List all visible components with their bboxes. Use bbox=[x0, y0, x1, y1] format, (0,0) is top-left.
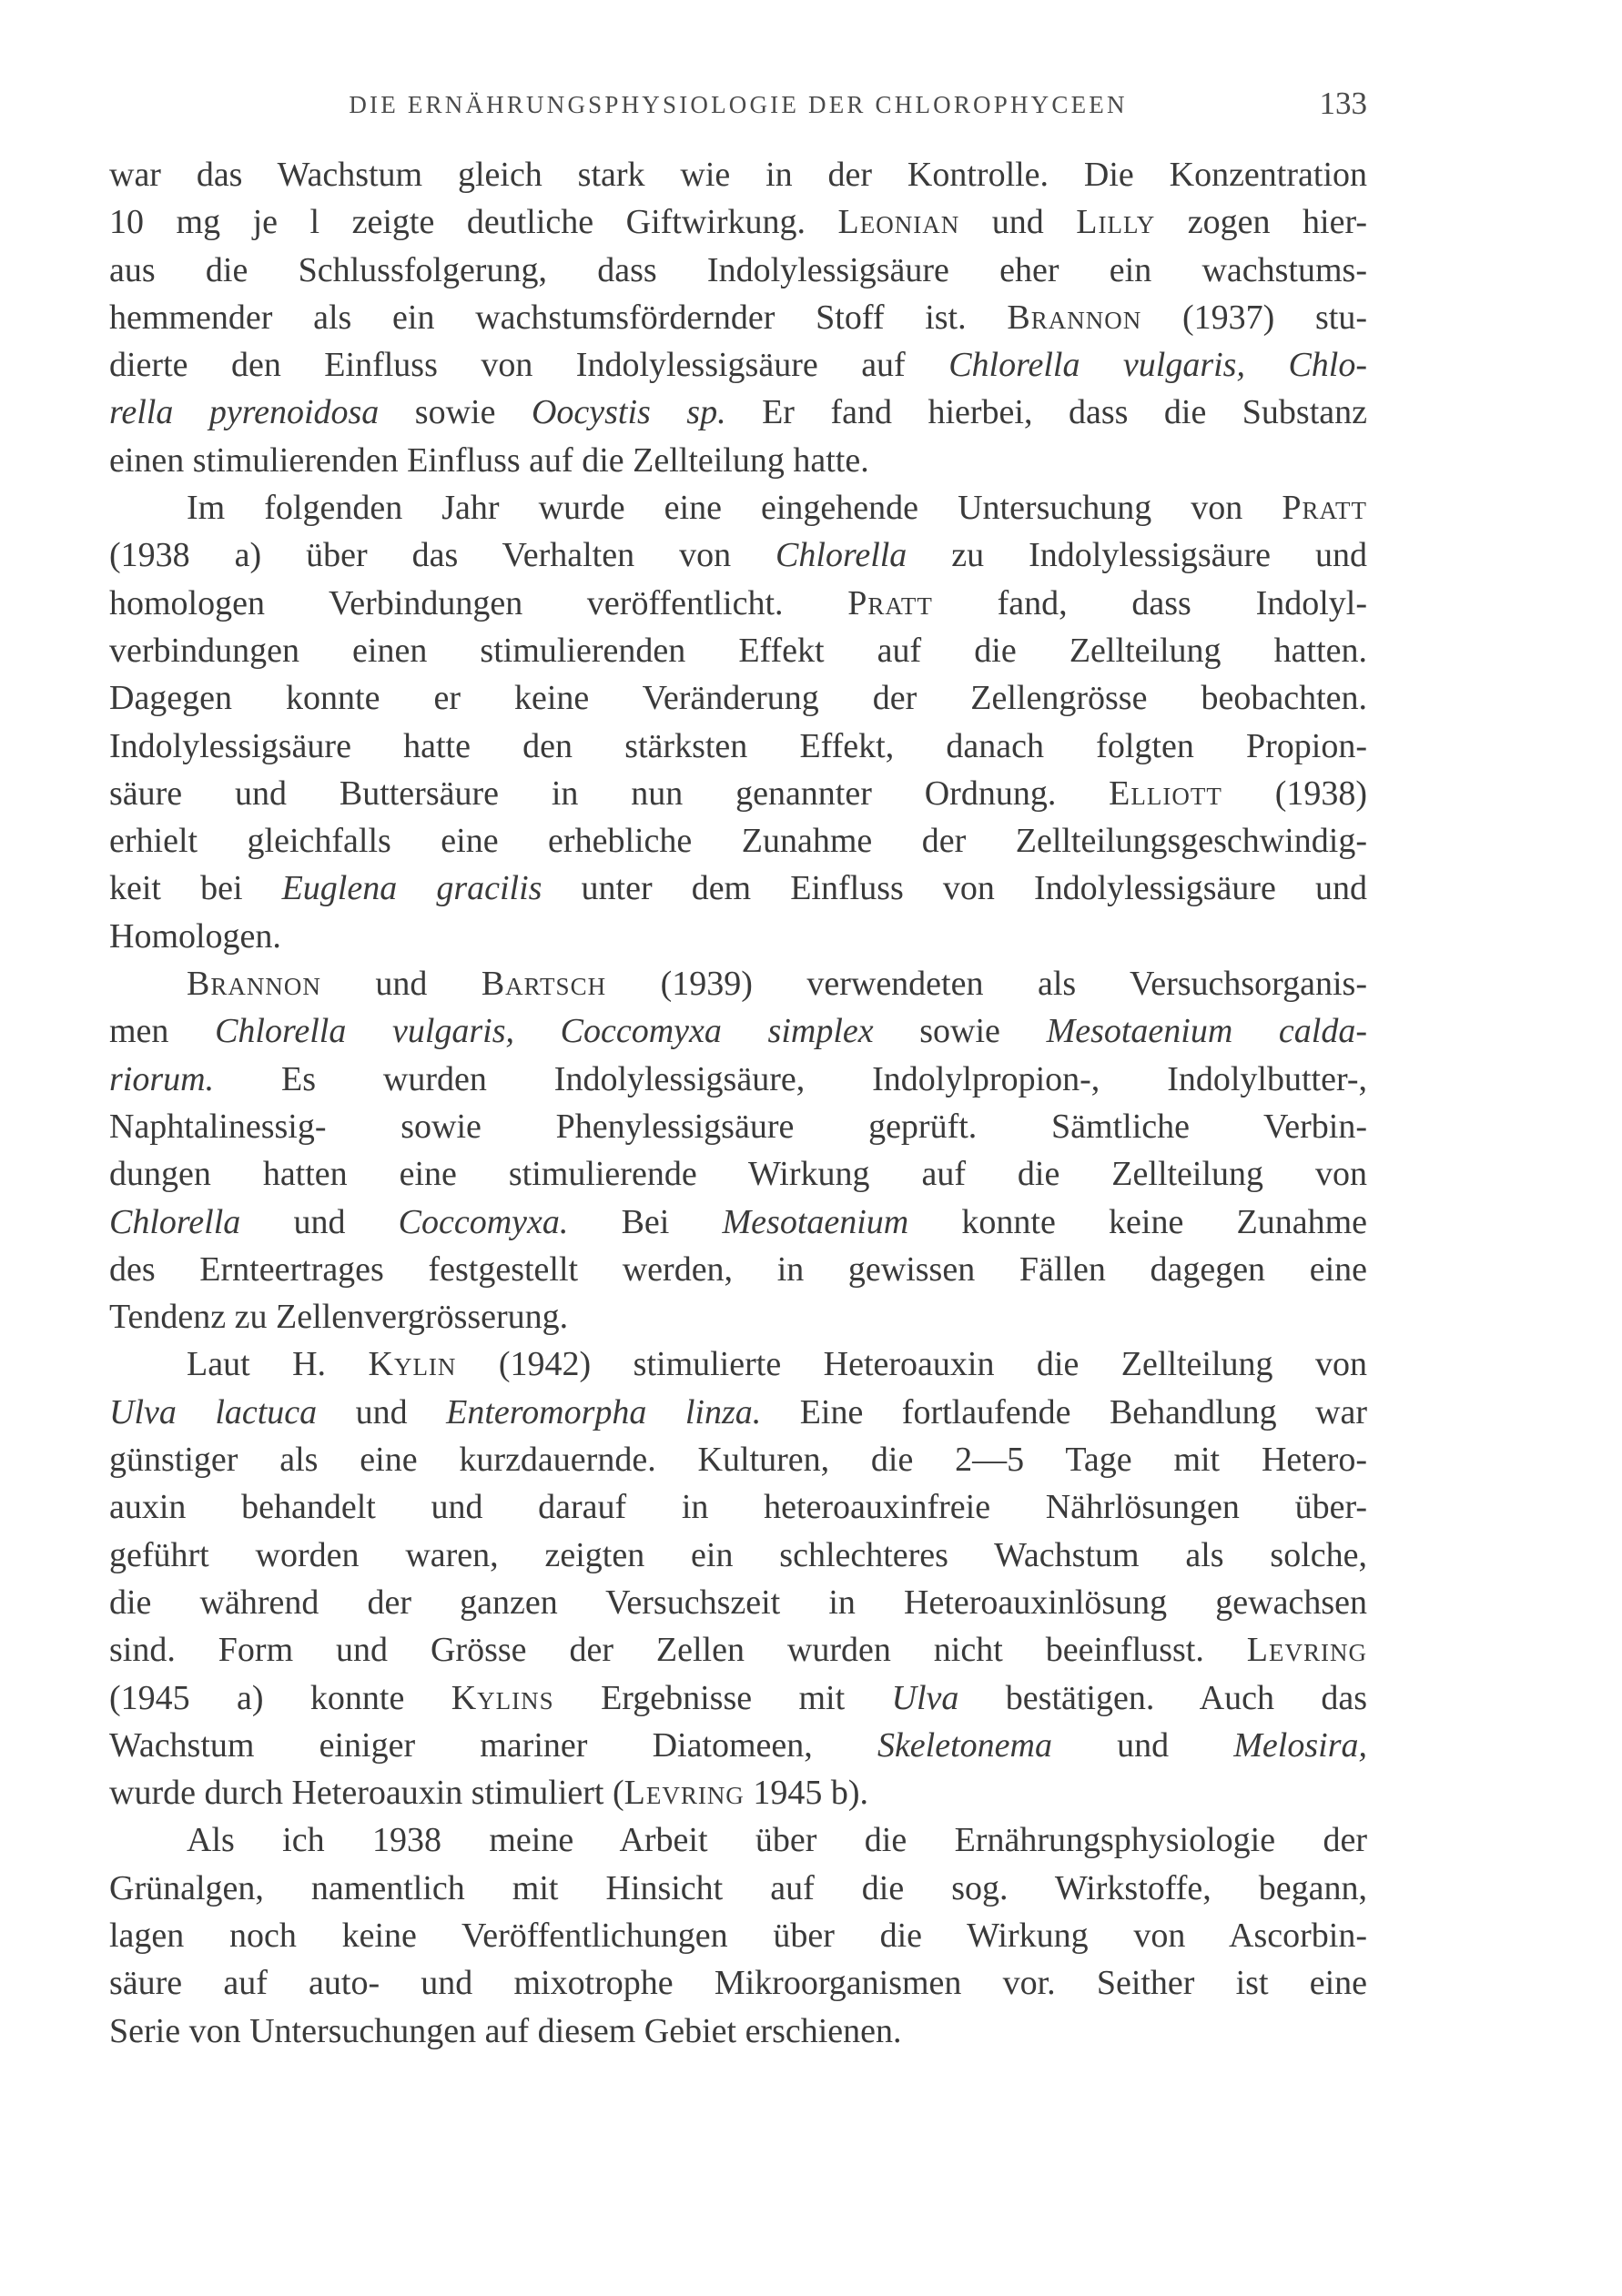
text-run: Als ich 1938 meine Arbeit über die Ernährungsphysiologie der bbox=[187, 1821, 1367, 1860]
text-run: geführt worden waren, zeigten ein schlechteres Wachstum als solche, bbox=[109, 1535, 1367, 1574]
text-run: keit bei bbox=[109, 869, 282, 908]
paragraph bbox=[109, 960, 1367, 1340]
text-run: dierte den Einfluss von Indolylessigsäure auf bbox=[109, 346, 949, 385]
text-line bbox=[109, 1293, 1367, 1340]
text-run: verbindungen einen stimulierenden Effekt auf die Zellteilung hatten. bbox=[109, 631, 1367, 670]
author-name: Kylins bbox=[451, 1678, 554, 1717]
text-run: (1938 a) über das Verhalten von bbox=[109, 536, 776, 575]
author-name: Elliott bbox=[1109, 774, 1222, 813]
text-run: Grünalgen, namentlich mit Hinsicht auf die sog. Wirkstoffe, begann, bbox=[109, 1868, 1367, 1907]
text-line bbox=[109, 1103, 1367, 1150]
paragraph bbox=[109, 1340, 1367, 1816]
taxon-name: Chlorella bbox=[109, 1202, 241, 1241]
text-line bbox=[109, 1199, 1367, 1246]
author-name: Levring bbox=[1246, 1631, 1367, 1670]
taxon-name: riorum. bbox=[109, 1059, 215, 1098]
author-name: Kylin bbox=[368, 1345, 457, 1384]
author-name: Levring bbox=[623, 1774, 745, 1813]
text-run: Er fand hierbei, dass die Substanz bbox=[725, 393, 1368, 432]
paragraph bbox=[109, 1816, 1367, 2054]
text-run: bestätigen. Auch das bbox=[958, 1678, 1367, 1717]
taxon-name: Chlorella bbox=[776, 536, 907, 575]
text-run: (1939) verwendeten als Versuchsorganis- bbox=[606, 965, 1367, 1004]
text-run: Bei bbox=[568, 1202, 723, 1241]
text-line bbox=[109, 531, 1367, 579]
text-run: Es wurden Indolylessigsäure, Indolylpropion-, Indolylbutter-, bbox=[214, 1059, 1367, 1098]
page-number: 133 bbox=[1319, 86, 1367, 121]
text-run: fand, dass Indolyl- bbox=[932, 583, 1368, 622]
author-name: Pratt bbox=[1282, 489, 1367, 528]
text-line bbox=[109, 1246, 1367, 1293]
text-line bbox=[109, 770, 1367, 817]
taxon-name: Euglena gracilis bbox=[281, 869, 542, 908]
text-line bbox=[109, 627, 1367, 674]
body-text bbox=[109, 151, 1367, 2055]
text-line bbox=[109, 341, 1367, 389]
text-run: zu Indolylessigsäure und bbox=[907, 536, 1368, 575]
text-run: dungen hatten eine stimulierende Wirkung auf die Zellteilung von bbox=[109, 1155, 1367, 1194]
taxon-name: Ulva bbox=[891, 1678, 959, 1717]
text-line bbox=[109, 913, 1367, 960]
taxon-name: Mesotaenium calda- bbox=[1046, 1012, 1368, 1051]
text-line bbox=[109, 247, 1367, 294]
text-run: einen stimulierenden Einfluss auf die Zellteilung hatte. bbox=[109, 440, 869, 480]
text-run: und bbox=[320, 965, 482, 1004]
text-line bbox=[109, 960, 1367, 1007]
text-line bbox=[109, 1483, 1367, 1531]
text-line bbox=[109, 1722, 1367, 1769]
text-run: Dagegen konnte er keine Veränderung der Zellengrösse beobachten. bbox=[109, 679, 1367, 718]
text-run: unter dem Einfluss von Indolylessigsäure und bbox=[542, 869, 1367, 908]
text-line bbox=[109, 865, 1367, 912]
taxon-name: Ulva lactuca bbox=[109, 1392, 318, 1431]
author-name: Brannon bbox=[1007, 298, 1142, 337]
text-run: und bbox=[959, 203, 1077, 242]
taxon-name: Chlorella vulgaris, Coccomyxa simplex bbox=[215, 1012, 874, 1051]
text-run: und bbox=[1051, 1725, 1234, 1765]
text-run: Eine fortlaufende Behandlung war bbox=[761, 1392, 1368, 1431]
text-run: wurde durch Heteroauxin stimuliert ( bbox=[109, 1774, 624, 1813]
taxon-name: rella pyrenoidosa bbox=[109, 393, 380, 432]
text-line bbox=[109, 817, 1367, 865]
text-line bbox=[109, 1816, 1367, 1864]
taxon-name: Oocystis sp. bbox=[531, 393, 726, 432]
text-run: men bbox=[109, 1012, 216, 1051]
text-run: sowie bbox=[873, 1012, 1047, 1051]
taxon-name: Skeletonema bbox=[877, 1725, 1052, 1765]
text-run: säure und Buttersäure in nun genannter Ordnung. bbox=[109, 774, 1110, 813]
text-run: Homologen. bbox=[109, 916, 281, 956]
text-line bbox=[109, 2008, 1367, 2055]
taxon-name: Chlorella vulgaris, Chlo- bbox=[948, 346, 1367, 385]
text-line bbox=[109, 1579, 1367, 1626]
text-run: (1938) bbox=[1222, 774, 1368, 813]
text-run: Tendenz zu Zellenvergrösserung. bbox=[109, 1298, 569, 1337]
text-run: aus die Schlussfolgerung, dass Indolylessigsäure eher ein wachstums- bbox=[109, 250, 1367, 289]
taxon-name: Melosira, bbox=[1233, 1725, 1367, 1765]
taxon-name: Enteromorpha linza. bbox=[446, 1392, 762, 1431]
text-line bbox=[109, 1532, 1367, 1579]
text-line bbox=[109, 484, 1367, 531]
page bbox=[109, 82, 1367, 2055]
text-line bbox=[109, 1959, 1367, 2007]
text-run: die während der ganzen Versuchszeit in Heteroauxinlösung gewachsen bbox=[109, 1583, 1367, 1622]
text-run: Wachstum einiger mariner Diatomeen, bbox=[109, 1725, 877, 1765]
text-run: Naphtalinessig- sowie Phenylessigsäure geprüft. Sämtliche Verbin- bbox=[109, 1107, 1367, 1146]
author-name: Pratt bbox=[847, 583, 933, 622]
text-line bbox=[109, 1436, 1367, 1483]
text-run: sind. Form und Grösse der Zellen wurden nicht beeinflusst. bbox=[109, 1631, 1247, 1670]
text-line bbox=[109, 1340, 1367, 1388]
paragraph bbox=[109, 151, 1367, 484]
text-run: und bbox=[240, 1202, 399, 1241]
text-run: lagen noch keine Veröffentlichungen über die Wirkung von Ascorbin- bbox=[109, 1916, 1367, 1955]
text-line bbox=[109, 1865, 1367, 1912]
running-title: DIE ERNÄHRUNGSPHYSIOLOGIE DER CHLOROPHYCEEN bbox=[349, 91, 1128, 118]
text-line bbox=[109, 1056, 1367, 1103]
text-run: und bbox=[317, 1392, 447, 1431]
text-line bbox=[109, 389, 1367, 436]
text-line bbox=[109, 1389, 1367, 1436]
author-name: Brannon bbox=[187, 965, 321, 1004]
text-line bbox=[109, 1007, 1367, 1055]
text-run: sowie bbox=[379, 393, 532, 432]
text-run: des Ernteertrages festgestellt werden, in gewissen Fällen dagegen eine bbox=[109, 1249, 1367, 1289]
author-name: Leonian bbox=[837, 203, 960, 242]
text-run: war das Wachstum gleich stark wie in der Kontrolle. Die Konzentration bbox=[109, 156, 1367, 194]
text-run: zogen hier- bbox=[1155, 203, 1368, 242]
text-run: günstiger als eine kurzdauernde. Kulturen, die 2—5 Tage mit Hetero- bbox=[109, 1441, 1367, 1480]
text-run: 1945 b). bbox=[744, 1774, 868, 1813]
text-run: (1937) stu- bbox=[1141, 298, 1367, 337]
text-line bbox=[109, 1626, 1367, 1674]
text-run: Im folgenden Jahr wurde eine eingehende Untersuchung von bbox=[187, 489, 1282, 528]
text-line bbox=[109, 1150, 1367, 1198]
taxon-name: Mesotaenium bbox=[722, 1202, 909, 1241]
text-run: auxin behandelt und darauf in heteroauxinfreie Nährlösungen über- bbox=[109, 1488, 1367, 1527]
text-run: säure auf auto- und mixotrophe Mikroorganismen vor. Seither ist eine bbox=[109, 1964, 1367, 2003]
text-run: Serie von Untersuchungen auf diesem Gebiet erschienen. bbox=[109, 2011, 902, 2050]
text-line bbox=[109, 437, 1367, 484]
running-head bbox=[109, 82, 1367, 121]
text-line bbox=[109, 580, 1367, 627]
text-line bbox=[109, 294, 1367, 341]
text-run: homologen Verbindungen veröffentlicht. bbox=[109, 583, 848, 622]
text-line bbox=[109, 1674, 1367, 1722]
paragraph bbox=[109, 484, 1367, 960]
author-name: Lilly bbox=[1076, 203, 1156, 242]
text-line bbox=[109, 674, 1367, 722]
text-run: erhielt gleichfalls eine erhebliche Zunahme der Zellteilungsgeschwindig- bbox=[109, 822, 1367, 861]
text-run: (1945 a) konnte bbox=[109, 1678, 451, 1717]
author-name: Bartsch bbox=[481, 965, 607, 1004]
taxon-name: Coccomyxa. bbox=[398, 1202, 569, 1241]
text-run: 10 mg je l zeigte deutliche Giftwirkung. bbox=[109, 203, 838, 242]
text-line bbox=[109, 198, 1367, 246]
text-run: Laut H. bbox=[187, 1345, 369, 1384]
text-line bbox=[109, 1769, 1367, 1816]
text-line bbox=[109, 723, 1367, 770]
text-run: (1942) stimulierte Heteroauxin die Zellteilung von bbox=[456, 1345, 1367, 1384]
text-run: Ergebnisse mit bbox=[553, 1678, 892, 1717]
text-run: hemmender als ein wachstumsfördernder Stoff ist. bbox=[109, 298, 1008, 337]
text-line bbox=[109, 151, 1367, 198]
text-run: Indolylessigsäure hatte den stärksten Effekt, danach folgten Propion- bbox=[109, 726, 1367, 765]
text-line bbox=[109, 1912, 1367, 1959]
text-run: konnte keine Zunahme bbox=[908, 1202, 1367, 1241]
